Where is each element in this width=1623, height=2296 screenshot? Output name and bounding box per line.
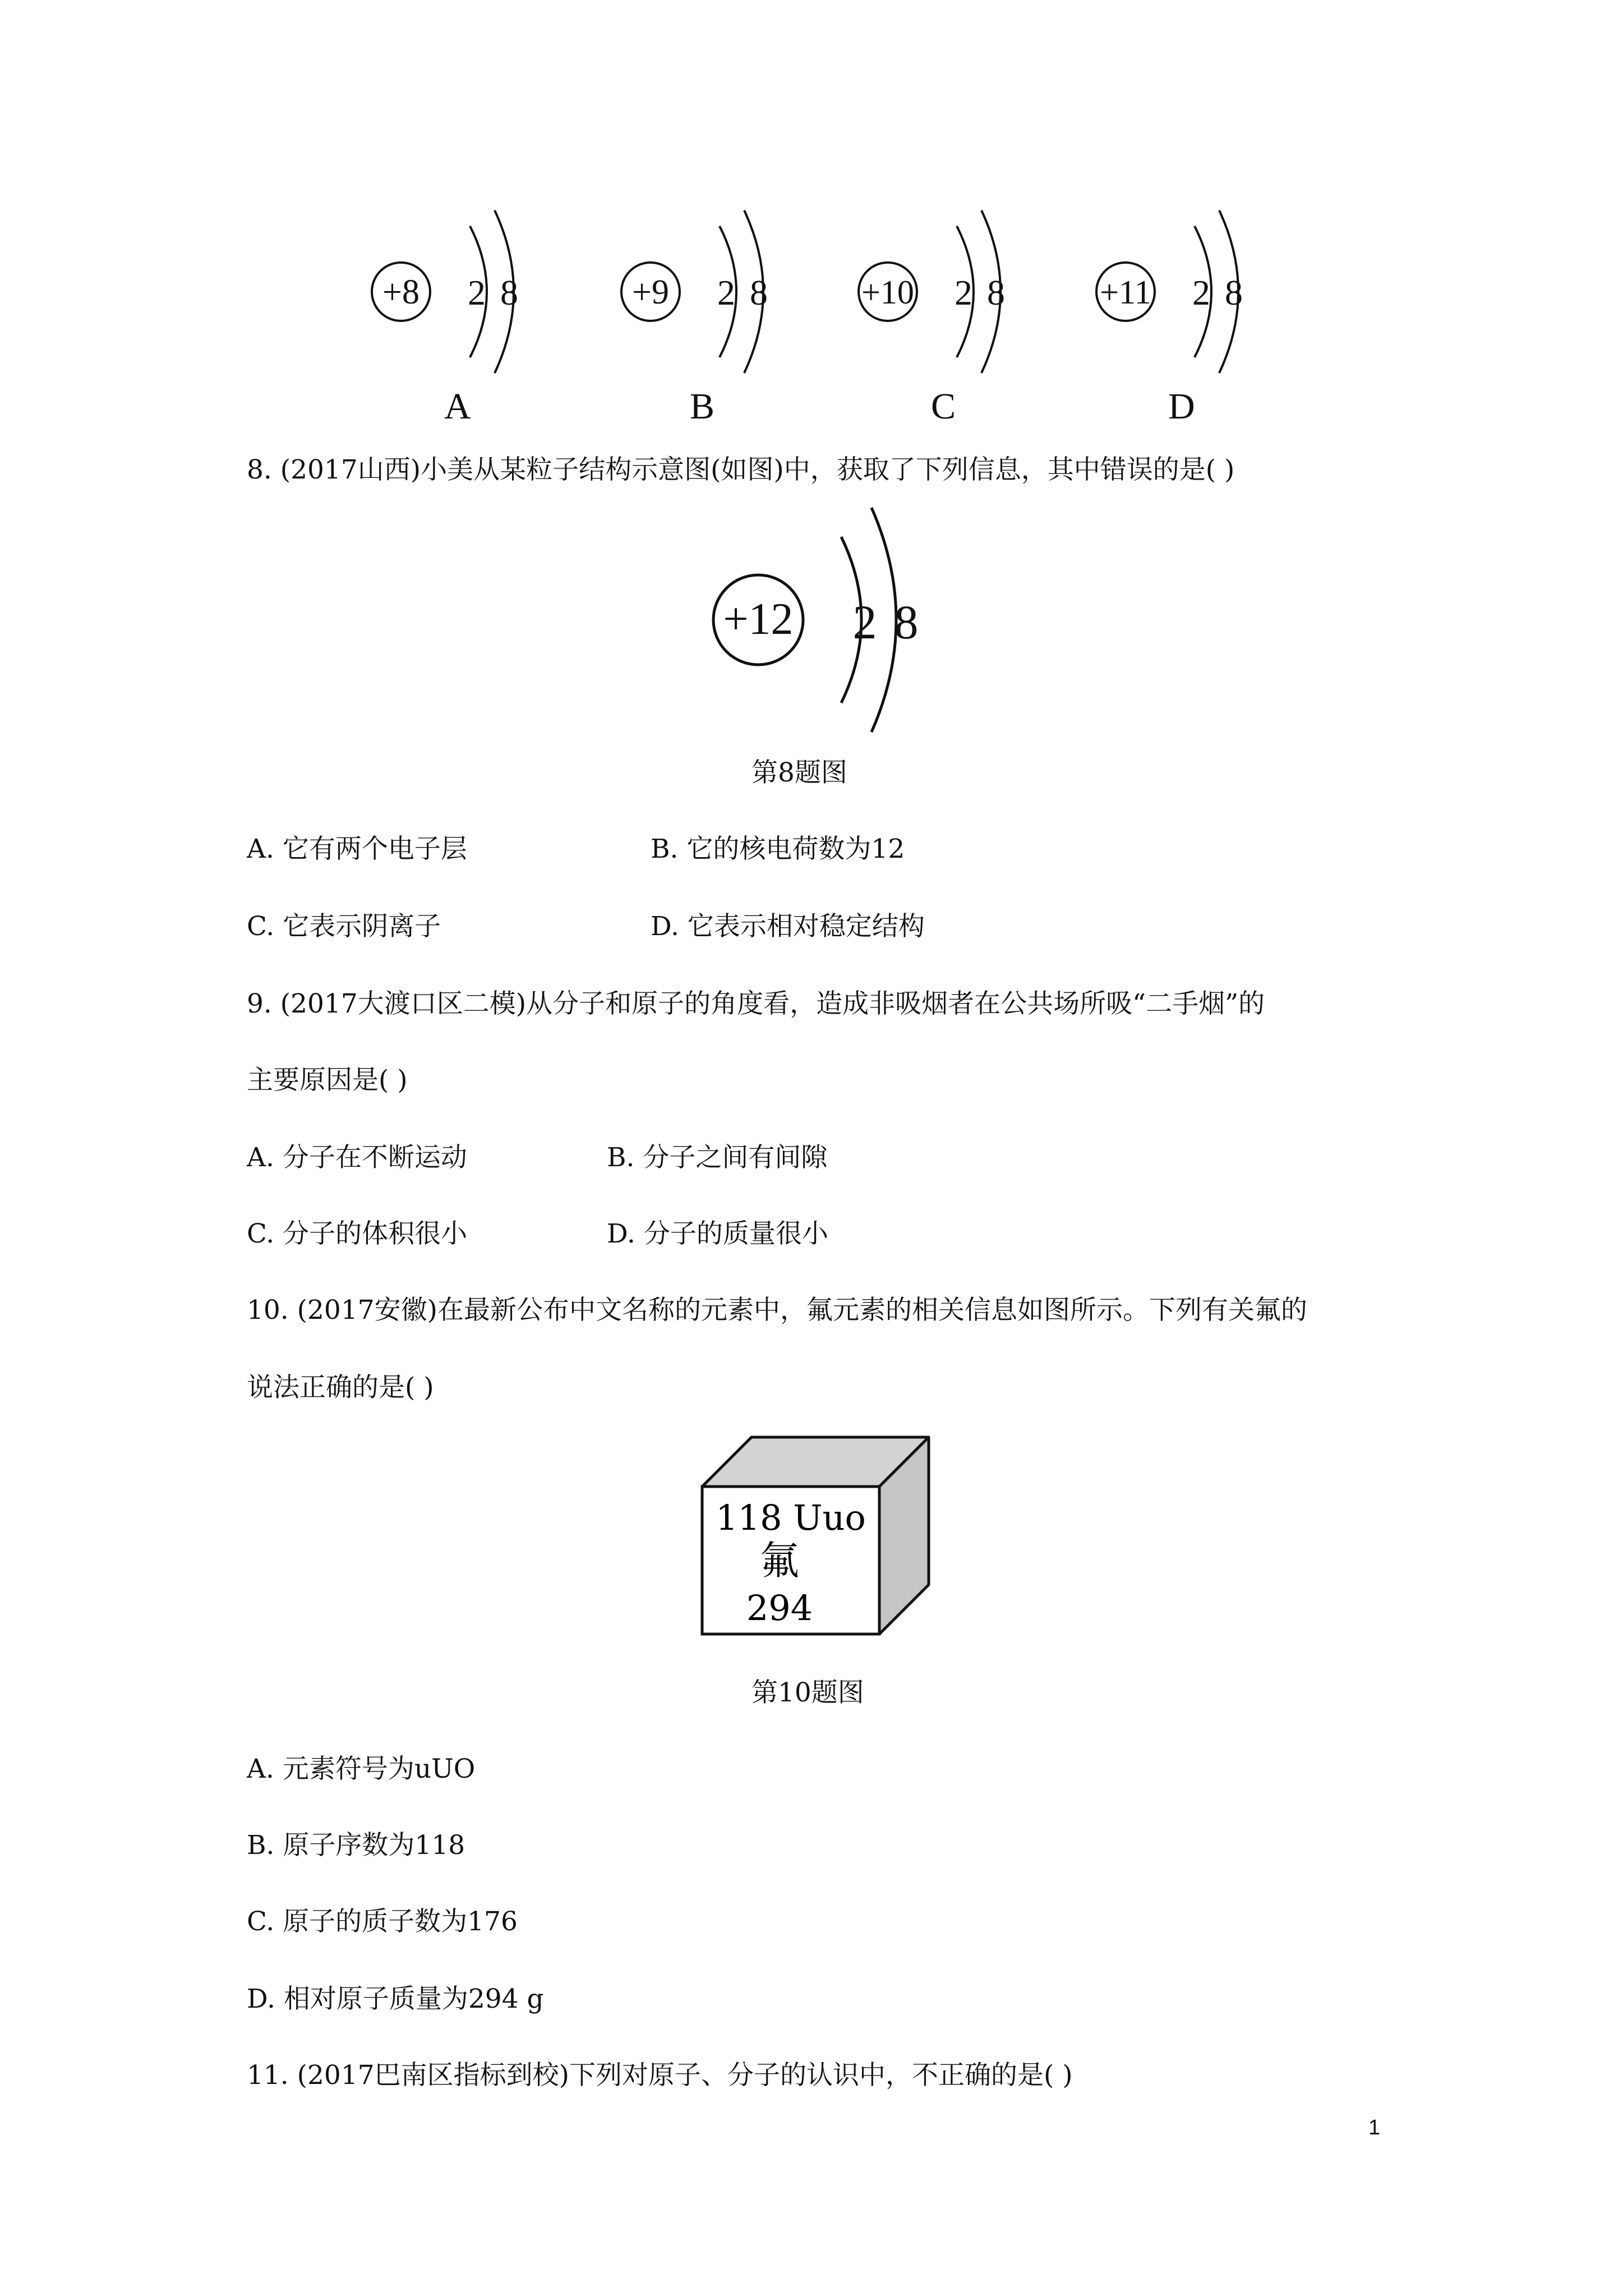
- question-10-stem-part-1: 10. (2017安徽)在最新公布中文名称的元素中，: [247, 1295, 806, 1326]
- svg-text:2: 2: [717, 273, 735, 312]
- question-10-stem-part-3: 的: [1280, 1295, 1307, 1326]
- atom-diagram-c: [851, 199, 1031, 379]
- svg-text:8: 8: [1225, 273, 1243, 312]
- question-10-element-char: 氟: [806, 1295, 833, 1326]
- question-8-option-d: D. 它表示相对稳定结构: [651, 911, 925, 942]
- atom-diagram-a: [365, 199, 544, 379]
- question-9-option-b: B. 分子之间有间隙: [607, 1142, 828, 1173]
- diagram-label-c: C: [931, 386, 956, 427]
- diagram-label-a: A: [444, 386, 471, 427]
- svg-text:+11: +11: [1100, 274, 1151, 311]
- svg-text:+10: +10: [861, 274, 914, 311]
- question-10-element-char-2: 氟: [1254, 1295, 1281, 1326]
- question-9-option-a: A. 分子在不断运动: [247, 1142, 467, 1173]
- page-number: 1: [1368, 2116, 1381, 2139]
- question-8-caption: 第8题图: [751, 757, 847, 788]
- svg-text:+9: +9: [632, 273, 669, 311]
- svg-text:8: 8: [750, 273, 768, 312]
- svg-text:8: 8: [987, 273, 1005, 312]
- question-8-figure: [702, 502, 938, 738]
- svg-text:+8: +8: [382, 273, 419, 311]
- element-name: 氟: [760, 1538, 799, 1584]
- question-10-option-d: D. 相对原子质量为294 g: [247, 1984, 544, 2014]
- question-10-option-b: B. 原子序数为118: [247, 1830, 465, 1861]
- element-mass: 294: [746, 1588, 813, 1628]
- question-10-stem-line-1: [247, 1294, 1307, 1327]
- atom-diagram-b: [614, 199, 794, 379]
- diagram-label-b: B: [690, 386, 715, 427]
- diagram-label-d: D: [1168, 386, 1195, 427]
- svg-text:2: 2: [468, 273, 486, 312]
- svg-text:8: 8: [894, 595, 919, 649]
- question-11-stem: 11. (2017巴南区指标到校)下列对原子、分子的认识中，不正确的是( ): [247, 2060, 1073, 2091]
- question-10-option-a: A. 元素符号为uUO: [247, 1754, 476, 1784]
- question-8-option-b: B. 它的核电荷数为12: [651, 834, 905, 864]
- question-8-option-c: C. 它表示阴离子: [247, 911, 441, 942]
- svg-text:+12: +12: [723, 595, 794, 644]
- question-10-stem-line-2: 说法正确的是( ): [247, 1372, 434, 1403]
- question-10-caption: 第10题图: [751, 1677, 864, 1708]
- question-9-stem-line-2: 主要原因是( ): [247, 1065, 408, 1096]
- element-number-symbol: 118 Uuo: [716, 1497, 866, 1538]
- atom-diagram-d: [1089, 199, 1269, 379]
- question-10-option-c: C. 原子的质子数为176: [247, 1906, 518, 1937]
- svg-text:8: 8: [500, 273, 518, 312]
- svg-text:2: 2: [1192, 273, 1210, 312]
- question-8-option-a: A. 它有两个电子层: [247, 834, 467, 864]
- question-8-stem: 8. (2017山西)小美从某粒子结构示意图(如图)中，获取了下列信息，其中错误的是( ): [247, 454, 1235, 485]
- question-9-stem-line-1: 9. (2017大渡口区二模)从分子和原子的角度看，造成非吸烟者在公共场所吸“二手烟”的: [247, 988, 1265, 1019]
- element-cube-figure: [695, 1430, 942, 1638]
- question-9-option-d: D. 分子的质量很小: [607, 1218, 828, 1249]
- question-10-stem-part-2: 元素的相关信息如图所示。下列有关: [832, 1295, 1255, 1326]
- svg-text:2: 2: [955, 273, 972, 312]
- svg-text:2: 2: [852, 595, 877, 649]
- question-9-option-c: C. 分子的体积很小: [247, 1218, 468, 1249]
